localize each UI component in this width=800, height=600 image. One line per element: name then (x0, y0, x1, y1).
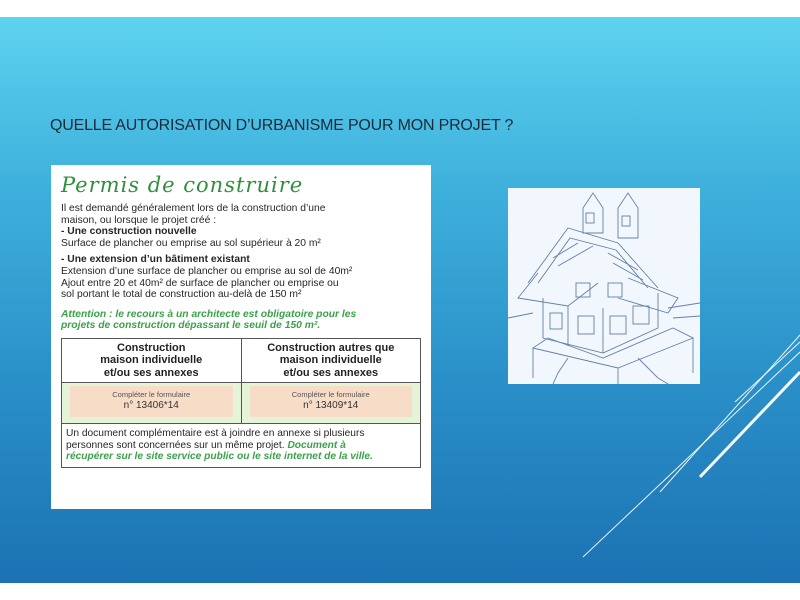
attention-text-line: projets de construction dépassant le seuil de 150 m². (61, 320, 321, 332)
permit-info-card (51, 165, 431, 509)
intro-text-line: maison, ou lorsque le projet créé : (61, 214, 217, 226)
house-blueprint-icon (508, 188, 700, 384)
house-blueprint-image (508, 188, 700, 384)
slide (0, 17, 800, 583)
footnote-text: personnes sont concernées sur un même projet. (66, 439, 285, 451)
new-construction-text: Surface de plancher ou emprise au sol supérieur à 20 m² (61, 237, 321, 249)
form-number: n° 13406*14 (123, 400, 179, 412)
table-header-text: et/ou ses annexes (283, 366, 379, 379)
slide-title: QUELLE AUTORISATION D’URBANISME POUR MON PROJET ? (50, 117, 514, 134)
attention-text-line: Attention : le recours à un architecte est obligatoire pour les (61, 308, 357, 320)
table-header-text: maison individuelle (100, 354, 203, 367)
new-construction-title: - Une construction nouvelle (61, 226, 197, 238)
intro-text-line: Il est demandé généralement lors de la construction d’une (61, 203, 326, 214)
extension-text-line: sol portant le total de construction au-delà de 150 m² (61, 289, 302, 301)
table-header-text: Construction autres que (267, 341, 395, 354)
extension-text-line: Ajout entre 20 et 40m² de surface de plancher ou emprise ou (61, 277, 339, 289)
footnote-green-line: récupérer sur le site service public ou le site internet de la ville. (66, 451, 373, 463)
table-footnote (62, 423, 420, 467)
extension-text-line: Extension d’une surface de plancher ou emprise au sol de 40m² (61, 265, 353, 277)
form-reference-box (70, 386, 233, 417)
form-reference-box (250, 386, 413, 417)
form-cell-individual (62, 383, 241, 423)
footnote-green-text: Document à (287, 439, 346, 451)
extension-title: - Une extension d’un bâtiment existant (61, 254, 250, 266)
form-number: n° 13409*14 (303, 400, 359, 412)
table-header-individual (62, 339, 241, 384)
form-label: Compléter le formulaire (291, 390, 370, 400)
table-header-text: Construction (117, 341, 186, 354)
form-cell-other (241, 383, 421, 423)
footnote-line (66, 440, 416, 452)
footnote-line: Un document complémentaire est à joindre en annexe si plusieurs (66, 428, 365, 440)
table-header-text: et/ou ses annexes (103, 366, 199, 379)
table-header-other (241, 339, 421, 384)
form-table (61, 338, 421, 468)
form-label: Compléter le formulaire (112, 390, 191, 400)
table-header-text: maison individuelle (279, 354, 382, 367)
card-heading: Permis de construire (61, 173, 304, 197)
